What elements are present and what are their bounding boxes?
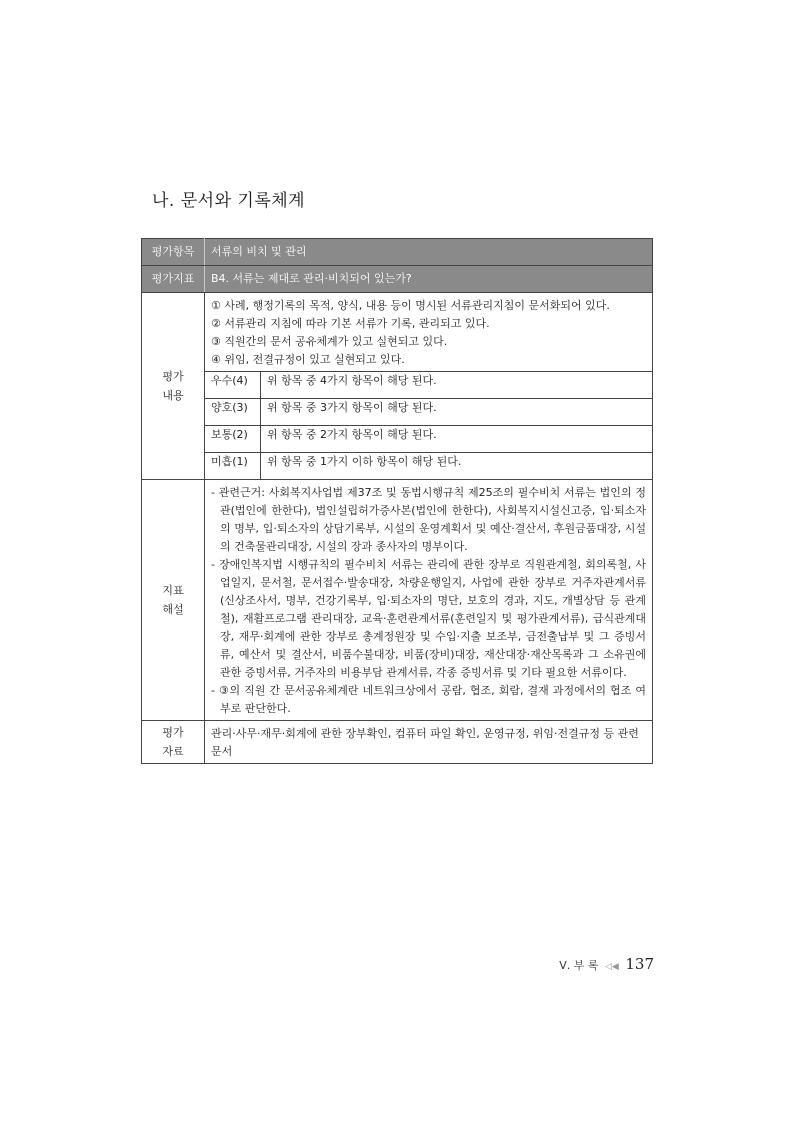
criteria-item: ③ 직원간의 문서 공유체계가 있고 실현되고 있다.: [211, 335, 448, 348]
explain-label: 지표 해설: [142, 480, 205, 721]
explanation-item: - ③의 직원 간 문서공유체계란 네트워크상에서 공람, 협조, 회람, 결재 과정에서의 협조 여부로 판단한다.: [211, 684, 646, 715]
index-row: [142, 266, 653, 293]
item-row: [142, 239, 653, 266]
explanation-list: [205, 480, 653, 721]
item-value: 서류의 비치 및 관리: [205, 239, 653, 266]
explanation-item: - 장애인복지법 시행규칙의 필수비치 서류는 관리에 관한 장부로 직원관계철, 회의록철, 사업일지, 문서철, 문서접수·발송대장, 차량운행일지, 사업에 관한 장부로 거주자관계서류(신상조사서, 명부, 건강기록부, 입·퇴소자의 명단, 보호의 경과, 지도, 개별상담 등 관계철), 재활프로그램 관리대장, 교육·훈련관계서류(훈련일지 및 평가관계서류), 급식관계대장, 재무·회계에 관한 장부로 총계정원장 및 수입·지출 보조부, 금전출납부 및 그 증빙서류, 예산서 및 결산서, 비품수불대장, 비품(장비)대장, 재산대장·재산목록과 그 소유권에 관한 증빙서류, 거주자의 비용부담 관계서류, 각종 증빙서류 및 기타 필요한 서류이다.: [211, 558, 646, 679]
section-title: 나. 문서와 기록체계: [152, 191, 306, 211]
criteria-item: ① 사례, 행정기록의 목적, 양식, 내용 등이 명시된 서류관리지침이 문서화되어 있다.: [211, 299, 610, 312]
material-row: [142, 721, 653, 764]
grade-desc: 위 항목 중 3가지 항목이 해당 된다.: [261, 399, 653, 426]
grade-desc: 위 항목 중 2가지 항목이 해당 된다.: [261, 426, 653, 453]
page-footer: [559, 955, 654, 973]
content-label: 평가 내용: [142, 293, 205, 480]
grade-row: [142, 426, 653, 453]
criteria-row: [142, 293, 653, 372]
footer-section: Ⅴ. 부 록: [559, 959, 599, 972]
criteria-item: ④ 위임, 전결규정이 있고 실현되고 있다.: [211, 353, 405, 366]
grade-row: [142, 372, 653, 399]
criteria-list: [205, 293, 653, 372]
index-label: 평가지표: [142, 266, 205, 293]
grade-name: 보통(2): [205, 426, 261, 453]
grade-row: [142, 453, 653, 480]
grade-name: 양호(3): [205, 399, 261, 426]
explanation-row: [142, 480, 653, 721]
item-label: 평가항목: [142, 239, 205, 266]
grade-desc: 위 항목 중 4가지 항목이 해당 된다.: [261, 372, 653, 399]
evaluation-table: [141, 238, 653, 764]
grade-name: 미흡(1): [205, 453, 261, 480]
grade-desc: 위 항목 중 1가지 이하 항목이 해당 된다.: [261, 453, 653, 480]
material-value: 관리·사무·재무·회계에 관한 장부확인, 컴퓨터 파일 확인, 운영규정, 위임·전결규정 등 관련문서: [205, 721, 653, 764]
page-number: 137: [625, 955, 654, 973]
arrow-left-icon: ◁◀: [605, 962, 619, 972]
grade-name: 우수(4): [205, 372, 261, 399]
criteria-item: ② 서류관리 지침에 따라 기본 서류가 기록, 관리되고 있다.: [211, 317, 490, 330]
explanation-item: - 관련근거: 사회복지사업법 제37조 및 동법시행규칙 제25조의 필수비치 서류는 법인의 정관(법인에 한한다), 법인설립허가증사본(법인에 한한다), 사회복지시설신고증, 입·퇴소자의 명부, 입·퇴소자의 상담기록부, 시설의 운영계획서 및 예산·결산서, 후원금품대장, 시설의 건축물관리대장, 시설의 장과 종사자의 명부이다.: [211, 486, 646, 553]
material-label: 평가 자료: [142, 721, 205, 764]
grade-row: [142, 399, 653, 426]
index-value: B4. 서류는 제대로 관리·비치되어 있는가?: [205, 266, 653, 293]
